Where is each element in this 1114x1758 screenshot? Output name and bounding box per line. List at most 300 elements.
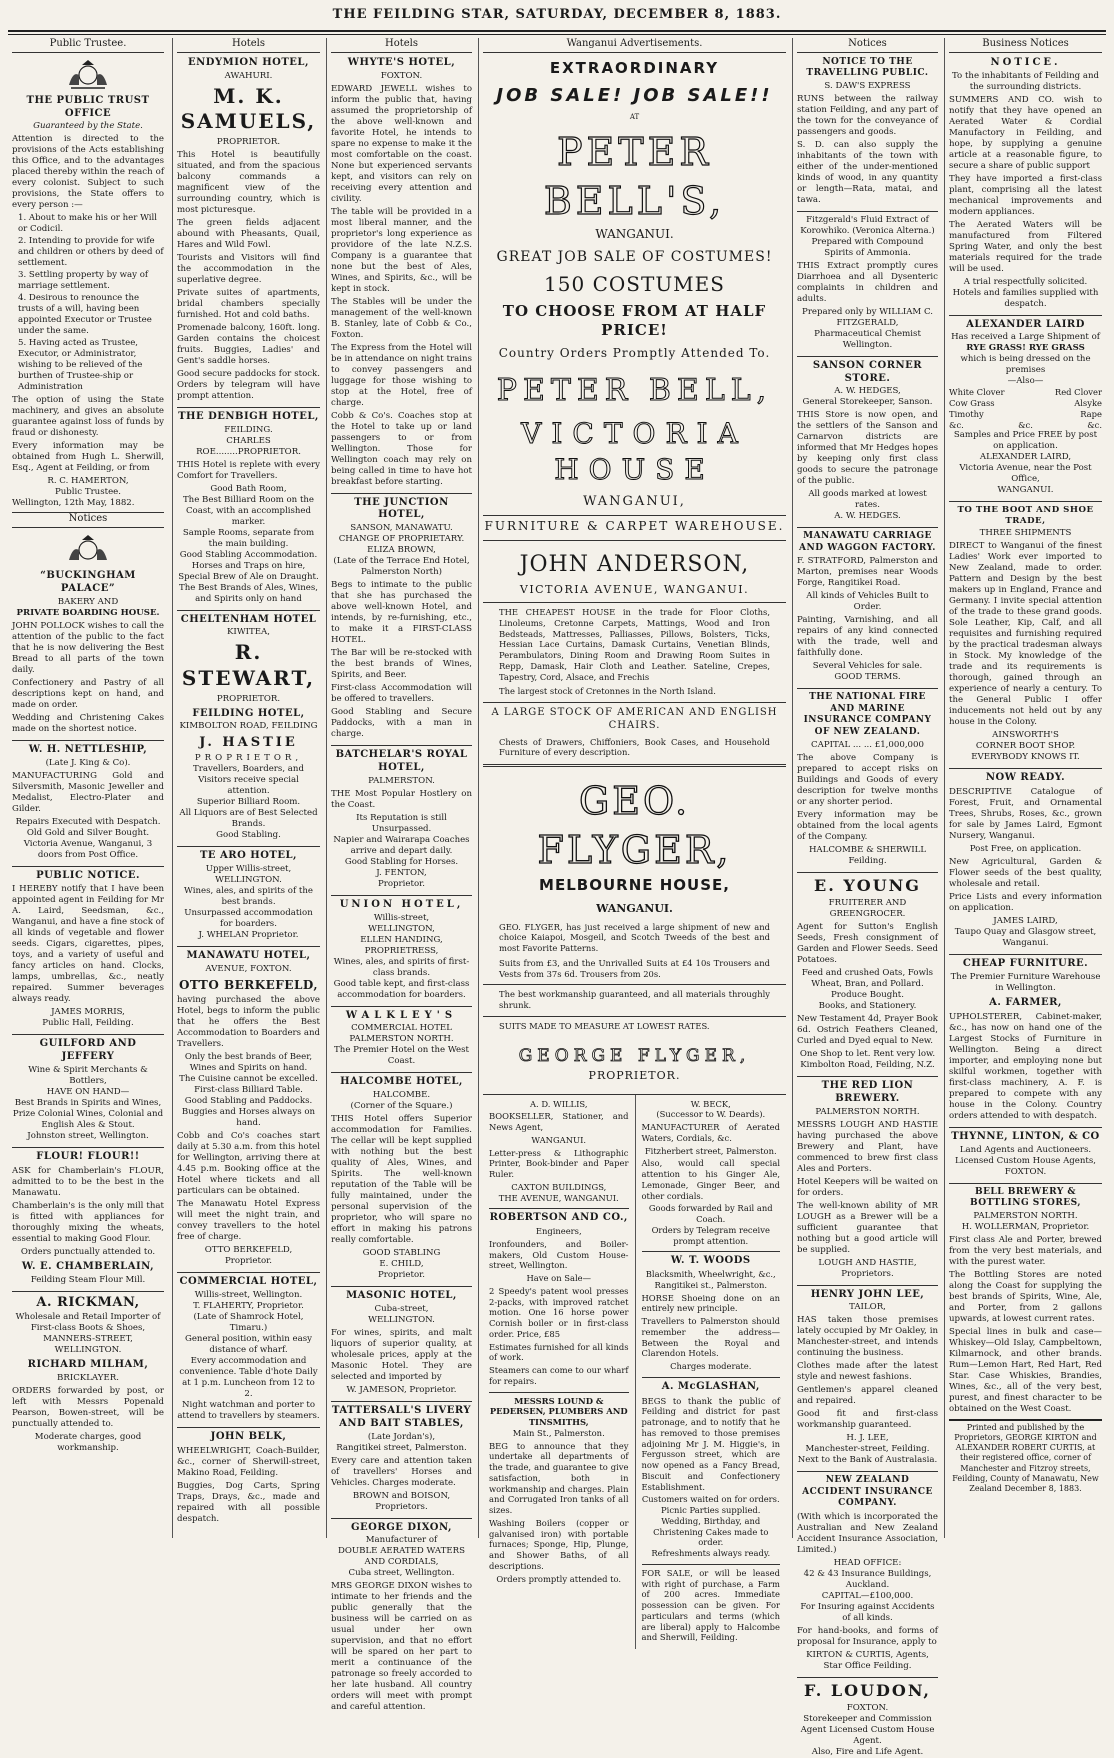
nettleship-address: Victoria Avenue, Wanganui, 3 doors from Post Office. <box>23 838 153 860</box>
red-lion-hotel: Hotel Keepers will be waited on for orders. <box>797 1176 938 1198</box>
commercial-address: Willis-street, Wellington. <box>194 1289 303 1300</box>
masonic-city: WELLINGTON. <box>368 1314 435 1325</box>
manawatu-place: AVENUE, FOXTON. <box>205 963 292 974</box>
beck-address: Fitzherbert street, Palmerston. <box>644 1145 777 1156</box>
willis-print: Letter-press & Lithographic Printer, Book-binder and Paper Ruler. <box>489 1147 629 1180</box>
list-item: White Clover <box>949 387 1005 398</box>
batchelar-body: THE Most Popular Hostlery on the Coast. <box>331 788 472 810</box>
summers-body: SUMMERS AND CO. wish to notify that they have opened an Aerated Water & Cordial Manufactory in Feilding, and hope, by supplying a genuine article at a reasonable figure, to secure a share of public support <box>949 94 1102 171</box>
list-item: Red Clover <box>1054 387 1102 398</box>
halcombe-place: HALCOMBE. <box>372 1090 431 1101</box>
trustee-title: THE PUBLIC TRUST OFFICE <box>26 94 150 119</box>
woods-travellers: Travellers to Palmerston should remember the address—Between the Royal and Clarendon Hotels. <box>641 1316 780 1359</box>
farmer-body: UPHOLSTERER, Cabinet-maker, &c., has now on hand one of the Largest Stocks of Furniture in Wellington. Being a direct importer, and employing none but skilful workmen, together with first-class machinery, A. F. is prepared to compete with any house in the Colony. Country orders attended to with despatch. <box>949 1011 1102 1121</box>
laird-body: Has received a Large Shipment of <box>951 332 1100 343</box>
john-anderson-body: THE CHEAPEST HOUSE in the trade for Floor Cloths, Linoleums, Cretonne Carpets, Mattings, Wood and Iron Bedsteads, Mattresses, Palliasses, Pillows, Bolsters, Ticks, Hessian Lace Curtains, Damask Curtains, Venetian Blinds, Perambulators, Dining Room and Drawing Room Suites in Repp, Damask, Hair Cloth and Leather. Sateline, Crepes, Tapestry, Cord, Alsace, and Frechis <box>499 607 770 682</box>
lound-wash: Washing Boilers (copper or galvanised iron) with portable furnaces; Sponge, Hip, Plunge, and Shower Baths, of all descriptions. <box>489 1517 629 1571</box>
halcombe-corner: (Corner of the Square.) <box>350 1101 453 1112</box>
laird-dressing: which is being dressed on the premises <box>960 354 1091 376</box>
lound-body: BEG to announce that they undertake all departments of the trade, and guarantee to give satisfaction, both in workmanship and charges. Plain and Corrugated Iron tanks of all sizes. <box>489 1440 629 1516</box>
te-aro-city: WELLINGTON. <box>215 874 282 885</box>
column-notices <box>792 38 942 1758</box>
walkleys-body: The Premier Hotel on the West Coast. <box>334 1045 469 1067</box>
geo-flyger-suits: Suits from £3, and the Unrivalled Suits at £4 10s Trousers and Vests from 37s 6d. Trousers from 20s. <box>499 957 770 979</box>
fitzgerald-prep: Prepared with Compound Spirits of Ammonia. <box>811 236 924 258</box>
column-hotels-2 <box>326 38 476 1713</box>
peter-bells: PETER BELL'S, <box>543 129 726 223</box>
milham-trade: BRICKLAYER. <box>57 1372 119 1383</box>
section-title: Business Notices <box>949 38 1102 53</box>
masonic-address: Cuba-street, <box>374 1303 429 1314</box>
feilding-hotel-liquors: All Liquors are of Best Selected Brands. <box>179 807 318 829</box>
john-anderson-address: VICTORIA AVENUE, WANGANUI. <box>519 583 750 596</box>
rickman-goods: First-class Boots & Shoes, <box>30 1323 146 1334</box>
james-laird-name: JAMES LAIRD, <box>993 916 1058 927</box>
milham-body: ORDERS forwarded by post, or left with Messrs Popenald Pearson, Bowen-street, will be punctually attended to. <box>12 1385 164 1429</box>
dixon-goods: DOUBLE AERATED WATERS AND CORDIALS, <box>337 1546 466 1568</box>
whytes-title: WHYTE'S HOTEL, <box>347 56 456 68</box>
half-price: TO CHOOSE FROM AT HALF PRICE! <box>502 302 767 340</box>
batchelar-stabling: Good Stabling for Horses. <box>344 856 459 867</box>
beck-goods: Goods forwarded by Rail and Coach. <box>648 1203 773 1225</box>
sanson-title: SANSON CORNER STORE. <box>812 359 923 384</box>
feilding-hotel-stabling: Good Stabling. <box>216 829 281 840</box>
red-lion-body: MESSRS LOUGH AND HASTIE having purchased the above Brewery and Plant, have commenced to brew first class Ales and Porters. <box>797 1119 938 1174</box>
nzai-agents: KIRTON & CURTIS, Agents, <box>806 1649 929 1660</box>
junction-stabling: Good Stabling and Secure Paddocks, with a man in charge. <box>331 707 472 740</box>
column-public-trustee <box>8 38 168 1538</box>
endymion-tourists: Tourists and Visitors will find the accommodation in the superlative degree. <box>177 252 320 285</box>
trustee-list <box>18 213 164 393</box>
boot-shipments: THREE SHIPMENTS <box>979 528 1072 539</box>
job-sale: JOB SALE! JOB SALE!! <box>496 84 773 106</box>
boot-store: CORNER BOOT SHOP. <box>975 741 1076 752</box>
nettleship-late: (Late J. King & Co). <box>45 757 131 768</box>
column-wanganui <box>478 38 790 1643</box>
trustee-intro: Attention is directed to the provisions of the Acts establishing this Office, and to the advantages placed thereby within the reach of every colonist. Subject to such provisions, the State offers to every person :— <box>12 134 164 211</box>
list-item: &c. <box>1018 419 1033 430</box>
walkleys-sub: COMMERCIAL HOTEL <box>351 1023 452 1034</box>
summers-water: The Aerated Waters will be manufactured from Filtered Spring Water, and only the best materials required for the trade will be used. <box>949 219 1102 274</box>
geo-flyger-made: SUITS MADE TO MEASURE AT LOWEST RATES. <box>499 1020 710 1031</box>
lee-gent: Gentlemen's apparel cleaned and repaired. <box>797 1385 938 1407</box>
cheap-furniture-sub: The Premier Furniture Warehouse in Wellington. <box>950 971 1101 993</box>
denbigh-brands: The Best Brands of Ales, Wines, and Spirits only on hand <box>179 582 318 604</box>
halcombe-role: Proprietor. <box>377 1270 426 1281</box>
denbigh-body: THIS Hotel is replete with every Comfort for Travellers. <box>177 459 320 481</box>
denbigh-bath: Good Bath Room, <box>210 483 287 494</box>
thynne-title: THYNNE, LINTON, & CO <box>951 1130 1100 1142</box>
flour-title: FLOUR! FLOUR!! <box>36 1150 140 1162</box>
union-title: UNION HOTEL, <box>339 898 464 910</box>
summers-trial: A trial respectfully solicited. <box>963 276 1088 287</box>
young-testament: New Testament 4d, Prayer Book 6d. Ostrich Feathers Cleaned, Curled and Dyed equal to New. <box>797 1013 938 1046</box>
young-name: E. YOUNG <box>814 875 921 895</box>
manawatu-cuisine: The Cuisine cannot be excelled. <box>179 1073 318 1084</box>
rickman-address: MANNERS-STREET, WELLINGTON. <box>43 1334 133 1356</box>
feilding-hotel-body: Travellers, Boarders, and Visitors receive special attention. <box>193 763 304 796</box>
willis-body: BOOKSELLER, Stationer, and News Agent, <box>489 1111 629 1133</box>
fitzgerald-body: THIS Extract promptly cures Diarrhoea and all Dysenteric complaints in children and adults. <box>797 260 938 304</box>
guilford-sub: Wine & Spirit Merchants & Bottlers, <box>28 1064 148 1086</box>
whytes-coach: Cobb & Co's. Coaches stop at the Hotel to take up or land passengers to or from Wellington. Those for Wellington coach may rely on being called in time to have hot breakfast before starting. <box>331 410 472 487</box>
whytes-place: FOXTON. <box>380 70 423 81</box>
commercial-accom: Every accommodation and convenience. Table d'hote Daily at 1 p.m. Luncheon from 12 to 2. <box>179 1355 318 1399</box>
notice-to: To the inhabitants of Feilding and the surrounding districts. <box>951 70 1099 92</box>
national-info: Every information may be obtained from the local agents of the Company. <box>797 809 938 842</box>
feilding-hotel-title: FEILDING HOTEL, <box>192 707 305 719</box>
national-body: The above Company is prepared to accept risks on Buildings and Goods of every description for twelve months or any shorter period. <box>797 752 938 807</box>
now-ready: NOW READY. <box>985 772 1066 784</box>
te-aro-accom: Unsurpassed accommodation for boarders. <box>184 907 313 929</box>
junction-name: ELIZA BROWN, <box>367 545 436 556</box>
manawatu-body: having purchased the above Hotel, begs to inform the public that he offers the Best Accommodation to Boarders and Travellers. <box>177 994 320 1049</box>
wanganui-right-half <box>635 1095 787 1650</box>
endymion-body: This Hotel is beautifully situated, and from the spacious balcony commands a magnificent view of the surrounding country, which is most picturesque. <box>177 149 320 215</box>
caxton: CAXTON BUILDINGS, <box>511 1181 607 1192</box>
whytes-stables: The Stables will be under the management of the well-known B. Stanley, late of Cobb & Co., Foxton. <box>331 296 472 340</box>
wanganui-left-half <box>483 1095 635 1650</box>
wanganui-1: WANGANUI. <box>595 227 674 242</box>
george-flyger-prop: PROPRIETOR. <box>588 1069 681 1083</box>
manawatu-billiard: First-class Billiard Table. <box>194 1084 303 1095</box>
list-item: 4. Desirous to renounce the trusts of a will, having been appointed Executor or Trustee under the same. <box>18 293 152 337</box>
tattersalls-address: Rangitikei street, Palmerston. <box>336 1442 467 1453</box>
summers-plant: They have imported a first-class plant, comprising all the latest mechanical improvements and modern appliances. <box>949 173 1102 217</box>
bell-brewery-title: BELL BREWERY & BOTTLING STORES, <box>970 1186 1081 1209</box>
list-item: Rape <box>1080 408 1102 419</box>
george-flyger: GEORGE FLYGER, <box>518 1045 751 1066</box>
list-item: &c. <box>1087 419 1102 430</box>
denbigh-title: THE DENBIGH HOTEL, <box>178 410 319 422</box>
carriage-sale: Several Vehicles for sale. <box>812 661 923 672</box>
section-title: Notices <box>12 512 164 528</box>
national-capital: CAPITAL ... ... £1,000,000 <box>811 739 924 750</box>
young-books: Books, and Stationery. <box>818 1000 917 1011</box>
laird-sign: ALEXANDER LAIRD, <box>979 452 1072 463</box>
farmer-name: A. FARMER, <box>989 996 1062 1008</box>
carriage-body: F. STRATFORD, Palmerston and Marton, premises near Woods Forge, Rangitikei Road. <box>797 556 938 589</box>
furniture-warehouse: FURNITURE & CARPET WAREHOUSE. <box>484 519 785 534</box>
halcombe-stabling: GOOD STABLING <box>362 1248 441 1259</box>
trustee-option: The option of using the State machinery, and gives an absolute guarantee against loss of funds by fraud or dishonesty. <box>12 395 164 439</box>
nettleship-gold: Old Gold and Silver Bought. <box>26 827 150 838</box>
woods-charges: Charges moderate. <box>670 1361 752 1372</box>
mcglashan-refresh: Refreshments always ready. <box>651 1548 771 1559</box>
dixon-address: Cuba street, Wellington. <box>348 1568 455 1579</box>
nzai-hand: For hand-books, and forms of proposal for Insurance, apply to <box>797 1625 938 1647</box>
rickman-sub: Wholesale and Retail Importer of <box>15 1312 161 1323</box>
fitzgerald-title: Fitzgerald's Fluid Extract of Korowhiko. (Veronica Alterna.) <box>800 214 935 236</box>
public-notice-body: I HEREBY notify that I have been appointed agent in Feilding for Mr A. Laird, Seedsman, &c., Wanganui, and have a fine stock of all kinds of vegetable and flower seeds. Cigars, cigarettes, pipes, toys, and a variety of useful and fancy articles on hand. Clocks, lamps, umbrellas, &c., neatly repaired. Summer beverages always ready. <box>12 884 164 1005</box>
carriage-title: MANAWATU CARRIAGE AND WAGGON FACTORY. <box>799 531 936 553</box>
john-anderson-chests: Chests of Drawers, Chiffoniers, Book Cases, and Household Furniture of every description. <box>499 736 770 758</box>
section-title: Notices <box>797 38 938 53</box>
nzai-capital: CAPITAL—£100,000. <box>821 1590 914 1601</box>
woods-address: Rangitikei st., Palmerston. <box>654 1279 768 1290</box>
woods-trade: Blacksmith, Wheelwright, &c., <box>645 1269 776 1280</box>
sanson-sign: A. W. HEDGES. <box>834 511 901 522</box>
trustee-guarantee: Guaranteed by the State. <box>33 121 143 132</box>
batchelar-role: Proprietor. <box>377 878 426 889</box>
lee-clothes: Clothes made after the latest style and newest fashions. <box>797 1361 938 1383</box>
nettleship-name: W. H. NETTLESHIP, <box>28 743 148 755</box>
halcombe-body: THIS Hotel offers Superior accommodation for Families. The cellar will be kept supplied with nothing but the best quality of Ales, Wines, and Spirits. The well-known reputation of the Table will be fully maintained, under the personal supervision of the proprietor, who will spare no effort in making his patrons really comfortable. <box>331 1114 472 1246</box>
union-address: Willis-street, <box>373 912 430 923</box>
lound-title: MESSRS LOUND & PEDERSEN, PLUMBERS AND TINSMITHS, <box>489 1395 628 1428</box>
manawatu-sign: OTTO BERKEFELD, <box>204 1244 293 1255</box>
section-title: Public Trustee. <box>12 38 164 53</box>
thynne-place: FOXTON. <box>1004 1166 1047 1177</box>
thynne-licensed: Licensed Custom House Agents, <box>955 1155 1096 1166</box>
summers-hotels: Hotels and families supplied with despatch. <box>952 287 1099 309</box>
masonic-title: MASONIC HOTEL, <box>346 1290 457 1302</box>
boot-title: TO THE BOOT AND SHOE TRADE, <box>957 505 1094 527</box>
sanson-body: THIS Store is now open, and the settlers of the Sanson and Carnarvon districts are informed that Mr Hedges hopes by keeping only first class goods to secure the patronage of the public. <box>797 410 938 487</box>
wanganui-bottom-columns <box>483 1094 786 1650</box>
sanson-role: General Storekeeper, Sanson. <box>802 397 933 408</box>
junction-place: SANSON, MANAWATU. <box>350 523 453 534</box>
endymion-place: AWAHURI. <box>224 70 273 81</box>
daws-body: RUNS between the railway station Feilding, and any part of the town for the conveyance of passengers and goods. <box>797 93 938 137</box>
lee-role: TAILOR, <box>849 1302 886 1313</box>
guilford-body: Best Brands in Spirits and Wines, Prize Colonial Wines, Colonial and English Ales & Stout. <box>12 1097 164 1130</box>
carriage-paint: Painting, Varnishing, and all repairs of any kind connected with the trade, well and faithfully done. <box>797 615 938 659</box>
lee-body: HAS taken those premises lately occupied by Mr Oakley, in Manchester-street, and intends continuing the business. <box>797 1315 938 1359</box>
tattersalls-name: BROWN and BOISON, Proprietors. <box>352 1490 451 1512</box>
john-anderson: JOHN ANDERSON, <box>519 551 750 577</box>
nettleship-body: MANUFACTURING Gold and Silversmith, Masonic Jeweller and Medalist, Electro-Plater and Gilder. <box>12 770 164 814</box>
lee-address: Manchester-street, Feilding. <box>805 1444 930 1455</box>
beck-name: W. BECK, <box>690 1098 731 1109</box>
peter-bell: PETER BELL, <box>496 372 773 408</box>
trustee-name: R. C. HAMERTON, <box>47 476 129 487</box>
section-title: Hotels <box>331 38 472 53</box>
country-orders: Country Orders Promptly Attended To. <box>498 346 771 361</box>
dixon-body: MRS GEORGE DIXON wishes to intimate to her friends and the public generally that the business will be carried on as usual under her own supervision, and that no effort will be spared on her part to merit a continuance of the patronage so freely accorded to her late husband. All country orders will meet with prompt and careful attention. <box>331 1581 472 1713</box>
national-title: THE NATIONAL FIRE AND MARINE INSURANCE COMPANY OF NEW ZEALAND. <box>803 692 932 737</box>
junction-first: First-class Accommodation will be offered to travellers. <box>331 683 472 705</box>
young-shop: One Shop to let. Rent very low. Kimbolton Road, Feilding, N.Z. <box>799 1048 936 1070</box>
tattersalls-late: (Late Jordan's), <box>367 1431 436 1442</box>
commercial-night: Night watchman and porter to attend to travellers by steamers. <box>177 1399 320 1421</box>
union-table: Good table kept, and first-class accommodation for boarders. <box>333 978 470 1000</box>
nzai-body: (With which is incorporated the Australian and New Zealand Accident Insurance Association, Limited.) <box>797 1511 938 1555</box>
robertson-sub: Engineers, <box>535 1226 582 1237</box>
commercial-body: General position, within easy distance of wharf. <box>184 1333 313 1355</box>
lee-sign: H. J. LEE, <box>846 1433 889 1444</box>
robertson-sale: Have on Sale— <box>526 1273 591 1284</box>
walkleys-title: WALKLEY'S <box>345 1009 458 1021</box>
farm-for-sale: FOR SALE, or will be leased with right of purchase, a Farm of 200 acres. Immediate possession can be given. For particulars and terms (which are liberal) apply to Halcombe and Sherwill, Feilding. <box>641 1567 780 1643</box>
section-title: Hotels <box>177 38 320 53</box>
laird-samples: Samples and Price FREE by post on application. <box>953 430 1098 452</box>
feilding-hotel-prop: PROPRIETOR, <box>194 752 303 763</box>
trustee-date: Wellington, 12th May, 1882. <box>12 498 135 509</box>
halcombe-title: HALCOMBE HOTEL, <box>340 1076 463 1088</box>
endymion-suites: Private suites of apartments, bridal chambers specially furnished. Hot and cold baths. <box>177 287 320 320</box>
wanganui-3: WANGANUI. <box>596 901 673 915</box>
boot-sign: AINSWORTH'S <box>992 730 1059 741</box>
loudon-name: F. LOUDON, <box>803 1680 931 1700</box>
masthead: THE FEILDING STAR, SATURDAY, DECEMBER 8, 1883. <box>332 7 782 22</box>
public-notice-title: PUBLIC NOTICE. <box>36 869 140 881</box>
dixon-title: GEORGE DIXON, <box>351 1521 452 1533</box>
trustee-info: Every information may be obtained from Hugh L. Sherwill, Esq., Agent at Feilding, or from <box>12 441 164 474</box>
list-item: 5. Having acted as Trustee, Executor, or Administrator, wishing to be relieved of the burthen of Trustee-ship or Administration <box>18 338 143 393</box>
nzai-star: Star Office Feilding. <box>823 1660 912 1671</box>
cheltenham-prop: PROPRIETOR. <box>216 693 281 704</box>
manawatu-coach: Cobb and Co's coaches start daily at 5.30 a.m. from this hotel for Wellington, arriving there at 4.45 p.m. Booking office at the Hotel where tickets and all particulars can be obtained. <box>177 1130 320 1196</box>
endymion-game: The green fields adjacent abound with Pheasants, Quail, Hares and Wild Fowl. <box>177 217 320 250</box>
sanson-goods: All goods marked at lowest rates. <box>808 489 927 511</box>
tattersalls-title: TATTERSALL'S LIVERY AND BAIT STABLES, <box>331 1404 472 1429</box>
trustee-role: Public Trustee. <box>54 487 121 498</box>
guilford-address: Johnston street, Wellington. <box>27 1130 149 1141</box>
bell-brewery-place: PALMERSTON NORTH. <box>973 1210 1078 1221</box>
sanson-name: A. W. HEDGES, <box>834 386 901 397</box>
batchelar-name: J. FENTON, <box>376 867 427 878</box>
robertson-estimates: Estimates furnished for all kinds of work. <box>489 1341 629 1363</box>
boot-known: EVERYBODY KNOWS IT. <box>971 752 1080 763</box>
mcglashan-wedding: Wedding, Birthday, and Christening Cakes made to order. <box>653 1515 769 1548</box>
flour-mill: Chamberlain's is the only mill that is fitted with appliances for thoroughly mixing the wheats, essential to making Good Flour. <box>12 1200 164 1244</box>
te-aro-address: Upper Willis-street, <box>205 863 292 874</box>
junction-body: Begs to intimate to the public that she has purchased the above well-known Hotel, and intends, by re-furnishing, etc., to make it a FIRST-CLASS HOTEL. <box>331 580 472 646</box>
denbigh-place: FEILDING. <box>224 424 273 435</box>
whytes-express: The Express from the Hotel will be in attendance on night trains to convey passengers and luggage for those wishing to stop at the Hotel, free of charge. <box>331 342 472 408</box>
mcglashan-customers: Customers waited on for orders. Picnic Parties supplied. <box>641 1494 780 1516</box>
wanganui-2: WANGANUI, <box>583 493 686 509</box>
masonic-body: For wines, spirits, and malt liquors of superior quality, at wholesale prices, apply at the Masonic Hotel. They are selected and imported by <box>331 1327 472 1382</box>
lee-next: Next to the Bank of Australasia. <box>797 1455 938 1466</box>
commercial-title: COMMERCIAL HOTEL, <box>179 1275 318 1287</box>
imprint: Printed and published by the Proprietors, GEORGE KIRTON and ALEXANDER ROBERT CURTIS, at their registered office, corner of Manchester and Fitzroy streets, Feilding, County of Manawatu, New Zealand December 8, 1883. <box>949 1419 1102 1495</box>
fitzgerald-chemist: Pharmaceutical Chemist Wellington. <box>814 328 921 350</box>
carriage-terms: GOOD TERMS. <box>834 672 901 683</box>
endymion-paddocks: Good secure paddocks for stock. Orders by telegram will have prompt attention. <box>177 368 320 401</box>
laird-address: Victoria Avenue, near the Post Office, <box>959 463 1092 485</box>
laird-seeds-row <box>949 398 1102 409</box>
whytes-table: The table will be provided in a most liberal manner, and the proprietor's long experience as providore of the late N.Z.S. Company is a guarantee that none but the best of Ales, Wines, and Spirits, &c., will be kept in stock. <box>331 206 472 294</box>
robertson-title: ROBERTSON AND CO., <box>489 1212 628 1224</box>
nzai-insure: For Insuring against Accidents of all kinds. <box>800 1601 935 1623</box>
denbigh-billiard: The Best Billiard Room on the Coast, with an accomplished marker. <box>182 494 315 527</box>
manawatu-buggies: Buggies and Horses always on hand. <box>181 1106 316 1128</box>
national-place: Feilding. <box>848 855 887 866</box>
young-role: FRUITERER AND GREENGROCER. <box>828 897 907 919</box>
public-notice-place: Public Hall, Feilding. <box>42 1018 134 1029</box>
masthead-rule-thin <box>8 34 1106 35</box>
melbourne-house: MELBOURNE HOUSE, <box>539 876 730 895</box>
bakery-sub: BAKERY AND <box>57 596 119 607</box>
milham-name: RICHARD MILHAM, <box>27 1359 149 1371</box>
cheltenham-name: R. STEWART, <box>181 640 316 690</box>
catalogue-new: New Agricultural, Garden & Flower seeds of the best quality, wholesale and retail. <box>949 857 1102 890</box>
at: AT <box>629 113 640 122</box>
red-lion-place: PALMERSTON NORTH. <box>815 1106 920 1117</box>
public-notice-name: JAMES MORRIS, <box>51 1007 125 1018</box>
robertson-body: Ironfounders, and Boiler-makers, Old Custom House-street, Wellington. <box>489 1238 629 1271</box>
belk-body: Buggies, Dog Carts, Spring Traps, Drays, &c., made and repaired with all possible despatch. <box>177 1480 320 1524</box>
national-agents: HALCOMBE & SHERWILL <box>808 844 927 855</box>
lound-address: Main St., Palmerston. <box>512 1427 605 1438</box>
union-city: WELLINGTON, <box>368 923 435 934</box>
cheltenham-title: CHELTENHAM HOTEL <box>180 613 317 625</box>
list-item: 2. Intending to provide for wife and children or others by deed of settlement. <box>18 236 164 269</box>
woods-name: W. T. WOODS <box>670 1255 751 1267</box>
beck-desc: Also, would call special attention to his Ginger Ale, Lemonade, Ginger Beer, and other cordials. <box>641 1158 780 1201</box>
rickman-name: A. RICKMAN, <box>36 1294 140 1310</box>
belk-trade: WHEELWRIGHT, Coach-Builder, &c., corner of Sherwill-street, Makino Road, Feilding. <box>177 1445 320 1478</box>
manawatu-title: MANAWATU HOTEL, <box>186 949 311 961</box>
mcglashan-body: BEGS to thank the public of Feilding and district for past patronage, and to notify that he has removed to those premises adjoining Mr J. M. Higgie's, in Fergusson street, which are now opened as a Fancy Bread, Biscuit and Confectionery Establishment. <box>641 1395 780 1492</box>
red-lion-sign: LOUGH AND HASTIE, <box>818 1257 917 1268</box>
feilding-hotel-billiard: Superior Billiard Room. <box>196 796 301 807</box>
batchelar-coach: Napier and Wairarapa Coaches arrive and depart daily. <box>333 834 470 856</box>
list-item: Alsyke <box>1074 398 1102 409</box>
te-aro-title: TE ARO HOTEL, <box>199 849 298 861</box>
batchelar-rep: Its Reputation is still Unsurpassed. <box>356 812 447 834</box>
notice-title: NOTICE. <box>990 56 1061 68</box>
bell-brewery-special: Special lines in bulk and case—Whiskey—Old Islay, Campbeltown, Kilmarnock, and other brands. Rum—Lemon Hart, Red Hart, Red Star. Case Whiskies, Brandies, Wines, &c., all of the very best, purest, and finest character to be obtained on the West Coast. <box>949 1326 1102 1414</box>
walkleys-place: PALMERSTON NORTH. <box>349 1034 454 1045</box>
manawatu-sign-role: Proprietor. <box>224 1255 273 1266</box>
laird-seeds-row <box>949 409 1102 420</box>
denbigh-stabling: Good Stabling Accommodation. <box>179 549 318 560</box>
flour-mill-name: Feilding Steam Flour Mill. <box>30 1274 146 1285</box>
whytes-body: EDWARD JEWELL wishes to inform the public that, having assumed the proprietorship of the above well-known and favorite Hotel, he intends to spare no expense to make it the most comfortable on the coast. None but experienced servants kept, and visitors can rely on receiving every attention and civility. <box>331 83 472 204</box>
young-produce: Produce Bought. <box>831 989 904 1000</box>
endymion-title: ENDYMION HOTEL, <box>188 56 309 68</box>
belk-name: JOHN BELK, <box>210 1430 287 1442</box>
bakery-confectionery: Confectionery and Pastry of all descriptions kept on hand, and made on order. <box>12 677 164 710</box>
travelling-notice-title: NOTICE TO THE TRAVELLING PUBLIC. <box>806 56 929 79</box>
manawatu-stabling: Good Stabling and Paddocks. <box>184 1095 313 1106</box>
extraordinary: EXTRAORDINARY <box>549 58 720 77</box>
royal-crest-icon <box>65 532 111 566</box>
red-lion-known: The well-known ability of MR LOUGH as a Brewer will be a sufficient guarantee that nothing but a good article will be supplied. <box>797 1200 938 1255</box>
junction-late: (Late of the Terrace End Hotel, Palmerston North) <box>333 556 470 578</box>
loudon-also: Also, Fire and Life Agent. <box>811 1747 924 1758</box>
laird-seeds-row <box>949 387 1102 398</box>
bell-brewery-name: H. WOLLERMAN, Proprietor. <box>961 1221 1090 1232</box>
manawatu-express: The Manawatu Hotel Express will meet the night train, and convey travellers to the hotel free of charge. <box>177 1198 320 1242</box>
bakery-sub2: PRIVATE BOARDING HOUSE. <box>16 607 160 618</box>
laird-also: —Also— <box>1007 376 1044 387</box>
carriage-kinds: All kinds of Vehicles Built to Order. <box>806 591 929 613</box>
nzai-title: NEW ZEALAND ACCIDENT INSURANCE COMPANY. <box>802 1475 933 1509</box>
list-item: 1. About to make his or her Will or Codicil. <box>18 213 158 235</box>
caxton-avenue: THE AVENUE, WANGANUI. <box>498 1192 619 1203</box>
young-body: Agent for Sutton's English Seeds, Fresh consignment of Garden and Flower Seeds. Seed Potatoes. <box>797 921 938 965</box>
robertson-steamers: Steamers can come to our wharf for repairs. <box>489 1365 629 1386</box>
willis-name: A. D. WILLIS, <box>529 1098 588 1109</box>
endymion-prop: PROPRIETOR. <box>216 136 281 147</box>
fitzgerald-prepby: Prepared only by WILLIAM C. FITZGERALD, <box>802 306 933 328</box>
laird-place: WANGANUI. <box>997 485 1054 496</box>
red-lion-role: Proprietors. <box>841 1268 894 1279</box>
beck-body: MANUFACTURER of Aerated Waters, Cordials, &c. <box>641 1122 780 1143</box>
bakery-wedding: Wedding and Christening Cakes made on the shortest notice. <box>12 712 164 734</box>
geo-flyger-work: The best workmanship guaranteed, and all materials throughly shrunk. <box>499 989 770 1011</box>
mcglashan-name: A. McGLASHAN, <box>661 1380 760 1392</box>
victoria-house: VICTORIA HOUSE <box>521 417 748 487</box>
denbigh-brew: Special Brew of Ale on Draught. <box>178 571 319 582</box>
te-aro-prop: J. WHELAN Proprietor. <box>198 929 299 940</box>
young-feed: Feed and crushed Oats, Fowls Wheat, Bran, and Pollard. <box>801 967 934 989</box>
masonic-name: W. JAMESON, Proprietor. <box>346 1384 457 1395</box>
